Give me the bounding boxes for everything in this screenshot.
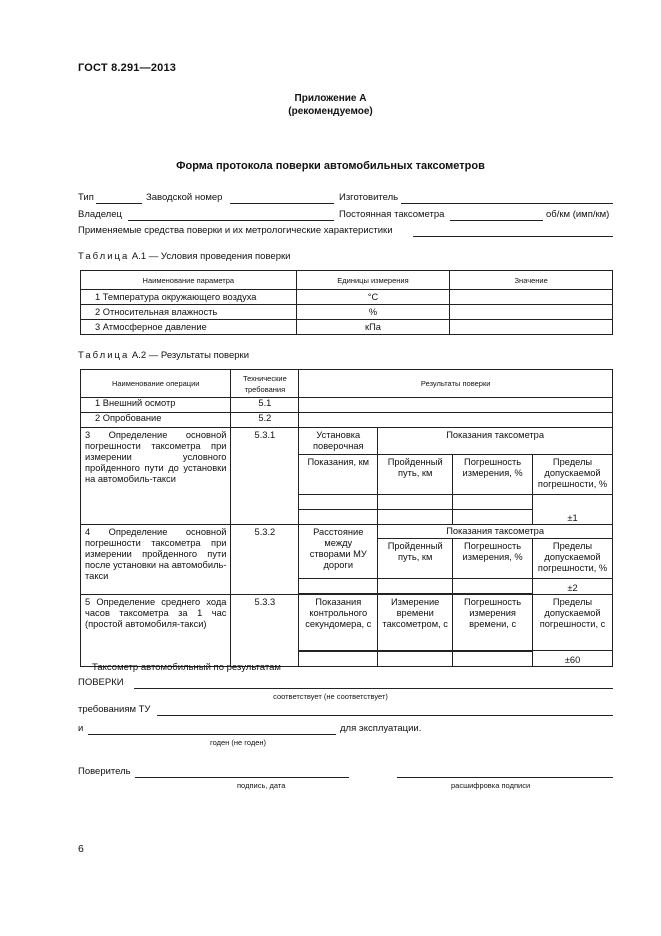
- table-row: 3 Определение основной погрешности таксометра при измерении условного пройденного пути до установки на автомобиль-такси 5.3.1 Установка поверочная Показания таксометра: [81, 428, 613, 455]
- maker-label: Изготовитель: [339, 192, 399, 203]
- conditions-table: [80, 270, 613, 335]
- and-label: и: [78, 723, 84, 734]
- constant-label: Постоянная таксометра: [339, 209, 445, 220]
- type-label: Тип: [78, 192, 94, 203]
- requirements-line[interactable]: [157, 715, 613, 716]
- conclusion-line1: Таксометр автомобильный по результатам: [92, 662, 281, 673]
- t2-header-tech: Технические требования: [231, 370, 299, 398]
- document-code: ГОСТ 8.291—2013: [78, 62, 177, 74]
- table-row: 2 Относительная влажность %: [81, 305, 613, 320]
- table2-caption: Таблица А.2 — Результаты поверки: [78, 350, 249, 361]
- result-line[interactable]: [134, 688, 613, 689]
- owner-label: Владелец: [78, 209, 122, 220]
- t2-header-operation: Наименование операции: [81, 370, 231, 398]
- fitness-line[interactable]: [88, 734, 336, 735]
- t1-header-value: Значение: [450, 271, 613, 290]
- t1-header-units: Единицы измерения: [296, 271, 450, 290]
- tools-label: Применяемые средства поверки и их метрологические характеристики: [78, 225, 393, 236]
- appendix-subtitle: (рекомендуемое): [288, 106, 373, 117]
- tools-line[interactable]: [413, 236, 613, 237]
- name-line[interactable]: [397, 777, 613, 778]
- type-line[interactable]: [96, 203, 142, 204]
- units-label: об/км (имп/км): [546, 209, 610, 220]
- results-table: Наименование операции Технические требования Результаты поверки 1 Внешний осмотр 5.1 2 Опробование 5.2 3 Определение основной погрешности таксометра при измерении условного пройденного пути до установки на автомобиль-такси 5.3.1 Установка поверочная Показания таксометра Показания, км Пройденный путь, км Погрешность измерения, % Пределы допускаемой погрешности, % ±1 4 Определение основной погрешности таксометра при измерении пройденного пути после установки на автомобиль-такси 5.3.2 Расстояние между створами МУ дороги Показания таксометра Пройденный путь, км Погрешность измерения, % Пределы допускаемой погрешности, % ±2 5 Определение среднего хода часов таксометра за 1 час (простой автомобиля-такси) 5.3.3 Показания контрольного секундомера, с Измерение времени таксометром, с Погрешность измерения времени, с Пределы допускаемой погрешности, с ±60: [80, 369, 613, 667]
- page-number: 6: [78, 843, 84, 855]
- table1-caption: Таблица А.1 — Условия проведения поверки: [78, 251, 291, 262]
- table-row: 1 Температура окружающего воздуха °С: [81, 290, 613, 305]
- signature-hint: подпись, дата: [237, 781, 286, 790]
- appendix-title: Приложение А: [294, 93, 367, 104]
- for-use-label: для эксплуатации.: [340, 723, 422, 734]
- table-row: 3 Атмосферное давление кПа: [81, 320, 613, 335]
- owner-line[interactable]: [128, 220, 334, 221]
- table-row: 2 Опробование 5.2: [81, 413, 613, 428]
- signature-line[interactable]: [135, 777, 349, 778]
- constant-line[interactable]: [450, 220, 543, 221]
- form-title: Форма протокола поверки автомобильных таксометров: [176, 160, 485, 172]
- requirements-label: требованиям ТУ: [78, 704, 151, 715]
- serial-label: Заводской номер: [146, 192, 223, 203]
- fitness-hint: годен (не годен): [210, 738, 267, 747]
- verifier-label: Поверитель: [78, 766, 131, 777]
- verification-label: ПОВЕРКИ: [78, 677, 124, 688]
- t2-header-results: Результаты поверки: [299, 370, 613, 398]
- maker-line[interactable]: [401, 203, 613, 204]
- serial-line[interactable]: [230, 203, 334, 204]
- table-row: 4 Определение основной погрешности таксометра при измерении пройденного пути после установки на автомобиль-такси 5.3.2 Расстояние между створами МУ дороги Показания таксометра: [81, 525, 613, 539]
- table-row: 1 Внешний осмотр 5.1: [81, 398, 613, 413]
- name-hint: расшифровка подписи: [451, 781, 531, 790]
- result-hint: соответствует (не соответствует): [273, 692, 388, 701]
- table-row: 5 Определение среднего хода часов таксометра за 1 час (простой автомобиля-такси) 5.3.3 Показания контрольного секундомера, с Измерение времени таксометром, с Погрешность измерения времени, с Пределы допускаемой погрешности, с: [81, 595, 613, 651]
- t1-header-param: Наименование параметра: [81, 271, 297, 290]
